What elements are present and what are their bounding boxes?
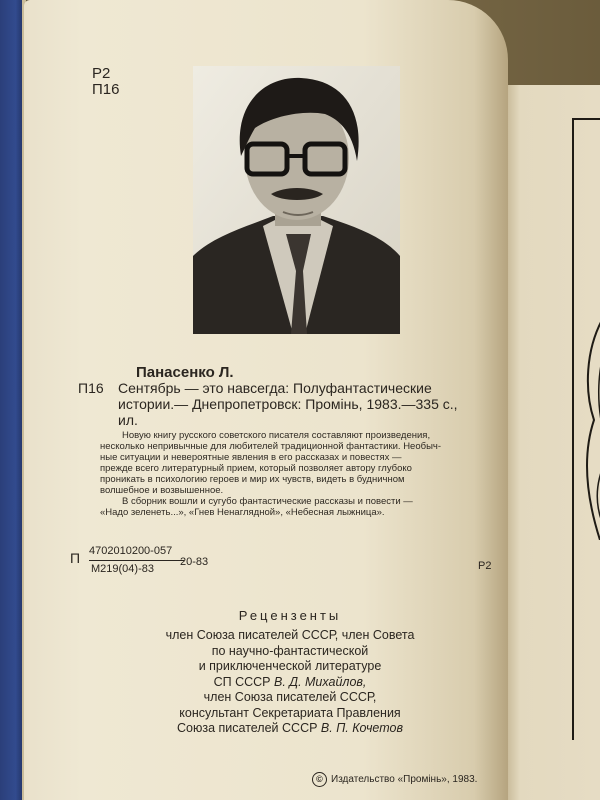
- annotation-line: волшебное и возвышенное.: [100, 485, 224, 496]
- reviewer-text: член Союза писателей СССР,: [203, 690, 377, 704]
- copyright-icon: ©: [312, 772, 327, 787]
- reviewer-line: [140, 644, 440, 660]
- reviewer-text: член Союза писателей СССР, член Совета: [165, 628, 415, 642]
- reviewer-text: по научно-фантастической: [211, 643, 369, 658]
- annotation-text: [100, 430, 495, 518]
- copyright-line: [312, 772, 477, 787]
- reviewer-text: СП СССР: [213, 674, 274, 689]
- bibliographic-description: [118, 380, 493, 428]
- classification-fraction-rule: [89, 560, 184, 561]
- annotation-line: проникать в психологию героев и мир их чувств, видеть в будничном: [100, 474, 405, 485]
- classification-letter: П: [70, 550, 81, 566]
- reviewer-text: Союза писателей СССР: [177, 721, 321, 735]
- classification-code-side: 20-83: [180, 556, 209, 568]
- reviewer-line: [140, 659, 440, 675]
- classification-code-top: 4702010200-057: [89, 545, 173, 557]
- book-author: Панасенко Л.: [136, 364, 234, 381]
- classification-right-mark: Р2: [478, 560, 492, 572]
- catalog-code: Р2: [92, 65, 111, 82]
- annotation-line: «Надо зеленеть...», «Гнев Ненаглядной», «Небесная лыжница».: [100, 507, 385, 518]
- description-line: истории.— Днепропетровск: Промінь, 1983.—335 с.,: [118, 396, 458, 412]
- description-line: ил.: [118, 412, 138, 428]
- description-line: Сентябрь — это навсегда: Полуфантастические: [118, 380, 432, 396]
- annotation-line: Новую книгу русского советского писателя составляют произведения,: [122, 430, 431, 441]
- reviewer-name: В. П. Кочетов: [320, 721, 403, 735]
- catalog-codes: [92, 66, 119, 98]
- reviewer-name: В. Д. Михайлов,: [273, 674, 367, 689]
- classification-code-bottom: М219(04)-83: [91, 563, 154, 575]
- catalog-index: П16: [78, 380, 104, 396]
- author-portrait: [193, 66, 400, 334]
- annotation-line: В сборник вошли и сугубо фантастические рассказы и повести —: [122, 496, 413, 507]
- annotation-line: прежде всего литературный прием, который позволяет автору глубоко: [100, 463, 412, 474]
- reviewer-line: [140, 675, 440, 691]
- copyright-text: Издательство «Промінь», 1983.: [331, 774, 478, 786]
- reviewers-block: [140, 608, 440, 737]
- reviewer-line: [140, 706, 440, 722]
- reviewer-line: [140, 628, 440, 644]
- catalog-code: П16: [92, 81, 120, 98]
- reviewer-text: и приключенческой литературе: [198, 659, 382, 673]
- book-cover-edge: [0, 0, 26, 800]
- reviewer-text: консультант Секретариата Правления: [179, 705, 401, 720]
- annotation-line: ные ситуации и невероятные явления в его рассказах и повестях —: [100, 452, 402, 463]
- annotation-line: несколько непривычные для любителей традиционной фантастики. Необыч-: [100, 441, 442, 452]
- reviewer-line: [140, 690, 440, 706]
- right-page-illustration: [580, 320, 600, 540]
- reviewers-heading: Рецензенты: [238, 608, 342, 623]
- reviewer-line: [140, 721, 440, 737]
